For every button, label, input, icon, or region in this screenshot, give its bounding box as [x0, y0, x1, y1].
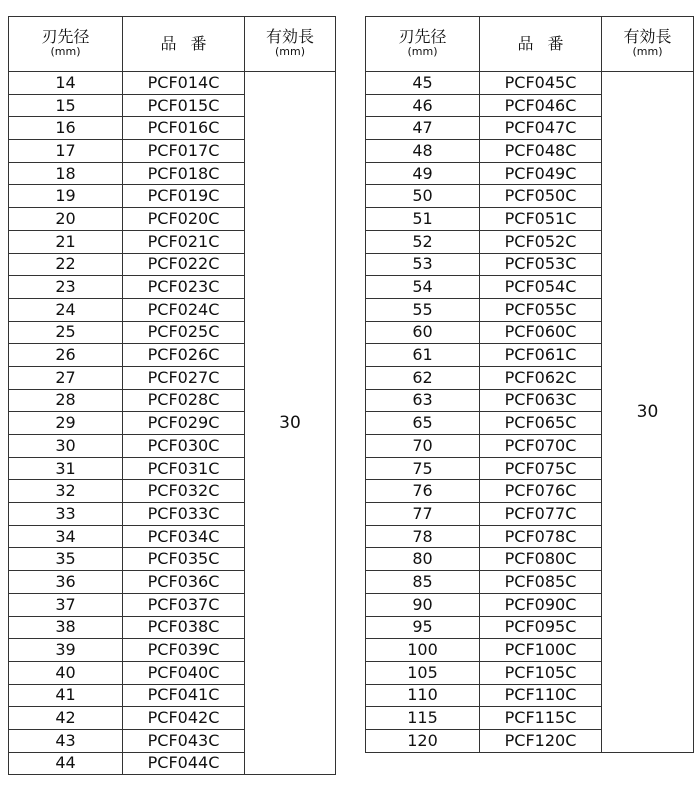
part-number-cell: PCF016C: [123, 117, 245, 140]
part-number-cell: PCF032C: [123, 480, 245, 503]
part-number-cell: PCF054C: [480, 276, 602, 299]
diameter-cell: 20: [9, 208, 123, 231]
part-number-cell: PCF036C: [123, 571, 245, 594]
part-number-cell: PCF033C: [123, 503, 245, 526]
part-number-cell: PCF077C: [480, 503, 602, 526]
header-diameter-label: 刃先径: [41, 26, 90, 46]
part-number-cell: PCF045C: [480, 72, 602, 95]
header-length-label: 有効長: [265, 26, 314, 46]
header-diameter: [366, 17, 480, 72]
diameter-cell: 49: [366, 162, 480, 185]
diameter-cell: 105: [366, 661, 480, 684]
diameter-cell: 42: [9, 707, 123, 730]
part-number-cell: PCF047C: [480, 117, 602, 140]
part-number-cell: PCF017C: [123, 140, 245, 163]
diameter-cell: 27: [9, 366, 123, 389]
diameter-cell: 18: [9, 162, 123, 185]
header-length-unit: (mm): [274, 44, 305, 58]
diameter-cell: 29: [9, 412, 123, 435]
part-number-cell: PCF075C: [480, 457, 602, 480]
diameter-cell: 75: [366, 457, 480, 480]
part-number-cell: PCF049C: [480, 162, 602, 185]
header-part-number-char-1: 品: [160, 33, 177, 53]
part-number-cell: PCF120C: [480, 729, 602, 752]
header-diameter-label: 刃先径: [398, 26, 447, 46]
part-number-cell: PCF028C: [123, 389, 245, 412]
header-part-number-char-2: 番: [190, 33, 207, 53]
spec-table-right-body: [366, 72, 694, 753]
diameter-cell: 38: [9, 616, 123, 639]
diameter-cell: 62: [366, 366, 480, 389]
diameter-cell: 21: [9, 230, 123, 253]
table-header-row: [366, 17, 694, 72]
part-number-cell: PCF024C: [123, 298, 245, 321]
diameter-cell: 31: [9, 457, 123, 480]
diameter-cell: 22: [9, 253, 123, 276]
part-number-cell: PCF039C: [123, 639, 245, 662]
diameter-cell: 44: [9, 752, 123, 775]
part-number-cell: PCF018C: [123, 162, 245, 185]
diameter-cell: 34: [9, 525, 123, 548]
diameter-cell: 45: [366, 72, 480, 95]
diameter-cell: 37: [9, 593, 123, 616]
part-number-cell: PCF022C: [123, 253, 245, 276]
diameter-cell: 65: [366, 412, 480, 435]
header-effective-length: [245, 17, 336, 72]
table-row: [9, 72, 336, 95]
part-number-cell: PCF095C: [480, 616, 602, 639]
header-part-number: [480, 17, 602, 72]
diameter-cell: 120: [366, 729, 480, 752]
diameter-cell: 39: [9, 639, 123, 662]
part-number-cell: PCF051C: [480, 208, 602, 231]
header-effective-length: [602, 17, 694, 72]
diameter-cell: 80: [366, 548, 480, 571]
part-number-cell: PCF060C: [480, 321, 602, 344]
effective-length-cell: 30: [245, 72, 336, 775]
diameter-cell: 40: [9, 661, 123, 684]
diameter-cell: 36: [9, 571, 123, 594]
header-diameter-unit: (mm): [407, 44, 438, 58]
diameter-cell: 52: [366, 230, 480, 253]
part-number-cell: PCF026C: [123, 344, 245, 367]
part-number-cell: PCF090C: [480, 593, 602, 616]
part-number-cell: PCF019C: [123, 185, 245, 208]
part-number-cell: PCF043C: [123, 729, 245, 752]
diameter-cell: 110: [366, 684, 480, 707]
part-number-cell: PCF052C: [480, 230, 602, 253]
part-number-cell: PCF105C: [480, 661, 602, 684]
part-number-cell: PCF029C: [123, 412, 245, 435]
diameter-cell: 63: [366, 389, 480, 412]
table-row: [366, 72, 694, 95]
part-number-cell: PCF062C: [480, 366, 602, 389]
part-number-cell: PCF035C: [123, 548, 245, 571]
diameter-cell: 61: [366, 344, 480, 367]
part-number-cell: PCF065C: [480, 412, 602, 435]
part-number-cell: PCF044C: [123, 752, 245, 775]
part-number-cell: PCF053C: [480, 253, 602, 276]
diameter-cell: 50: [366, 185, 480, 208]
part-number-cell: PCF042C: [123, 707, 245, 730]
part-number-cell: PCF020C: [123, 208, 245, 231]
part-number-cell: PCF055C: [480, 298, 602, 321]
diameter-cell: 17: [9, 140, 123, 163]
diameter-cell: 23: [9, 276, 123, 299]
part-number-cell: PCF034C: [123, 525, 245, 548]
diameter-cell: 35: [9, 548, 123, 571]
diameter-cell: 28: [9, 389, 123, 412]
part-number-cell: PCF015C: [123, 94, 245, 117]
diameter-cell: 55: [366, 298, 480, 321]
diameter-cell: 41: [9, 684, 123, 707]
spec-table-right: [365, 16, 694, 753]
header-length-label: 有効長: [623, 26, 672, 46]
part-number-cell: PCF014C: [123, 72, 245, 95]
part-number-cell: PCF078C: [480, 525, 602, 548]
diameter-cell: 100: [366, 639, 480, 662]
diameter-cell: 47: [366, 117, 480, 140]
effective-length-cell: 30: [602, 72, 694, 753]
diameter-cell: 77: [366, 503, 480, 526]
header-length-unit: (mm): [632, 44, 663, 58]
part-number-cell: PCF025C: [123, 321, 245, 344]
diameter-cell: 26: [9, 344, 123, 367]
diameter-cell: 76: [366, 480, 480, 503]
part-number-cell: PCF041C: [123, 684, 245, 707]
header-part-number: [123, 17, 245, 72]
part-number-cell: PCF110C: [480, 684, 602, 707]
diameter-cell: 48: [366, 140, 480, 163]
part-number-cell: PCF021C: [123, 230, 245, 253]
part-number-cell: PCF030C: [123, 435, 245, 458]
spec-table-left-body: [9, 72, 336, 775]
diameter-cell: 16: [9, 117, 123, 140]
diameter-cell: 78: [366, 525, 480, 548]
part-number-cell: PCF038C: [123, 616, 245, 639]
diameter-cell: 115: [366, 707, 480, 730]
part-number-cell: PCF040C: [123, 661, 245, 684]
diameter-cell: 24: [9, 298, 123, 321]
part-number-cell: PCF076C: [480, 480, 602, 503]
part-number-cell: PCF046C: [480, 94, 602, 117]
diameter-cell: 70: [366, 435, 480, 458]
part-number-cell: PCF070C: [480, 435, 602, 458]
diameter-cell: 95: [366, 616, 480, 639]
part-number-cell: PCF048C: [480, 140, 602, 163]
header-diameter: [9, 17, 123, 72]
part-number-cell: PCF115C: [480, 707, 602, 730]
diameter-cell: 25: [9, 321, 123, 344]
diameter-cell: 51: [366, 208, 480, 231]
part-number-cell: PCF027C: [123, 366, 245, 389]
diameter-cell: 43: [9, 729, 123, 752]
part-number-cell: PCF085C: [480, 571, 602, 594]
diameter-cell: 14: [9, 72, 123, 95]
part-number-cell: PCF037C: [123, 593, 245, 616]
header-part-number-char-1: 品: [517, 33, 534, 53]
part-number-cell: PCF050C: [480, 185, 602, 208]
table-header-row: [9, 17, 336, 72]
diameter-cell: 54: [366, 276, 480, 299]
part-number-cell: PCF100C: [480, 639, 602, 662]
part-number-cell: PCF061C: [480, 344, 602, 367]
diameter-cell: 60: [366, 321, 480, 344]
diameter-cell: 53: [366, 253, 480, 276]
diameter-cell: 33: [9, 503, 123, 526]
header-diameter-unit: (mm): [50, 44, 81, 58]
part-number-cell: PCF031C: [123, 457, 245, 480]
header-part-number-char-2: 番: [547, 33, 564, 53]
part-number-cell: PCF080C: [480, 548, 602, 571]
diameter-cell: 32: [9, 480, 123, 503]
diameter-cell: 46: [366, 94, 480, 117]
part-number-cell: PCF063C: [480, 389, 602, 412]
part-number-cell: PCF023C: [123, 276, 245, 299]
diameter-cell: 30: [9, 435, 123, 458]
diameter-cell: 15: [9, 94, 123, 117]
diameter-cell: 19: [9, 185, 123, 208]
diameter-cell: 90: [366, 593, 480, 616]
diameter-cell: 85: [366, 571, 480, 594]
spec-table-left: [8, 16, 336, 775]
